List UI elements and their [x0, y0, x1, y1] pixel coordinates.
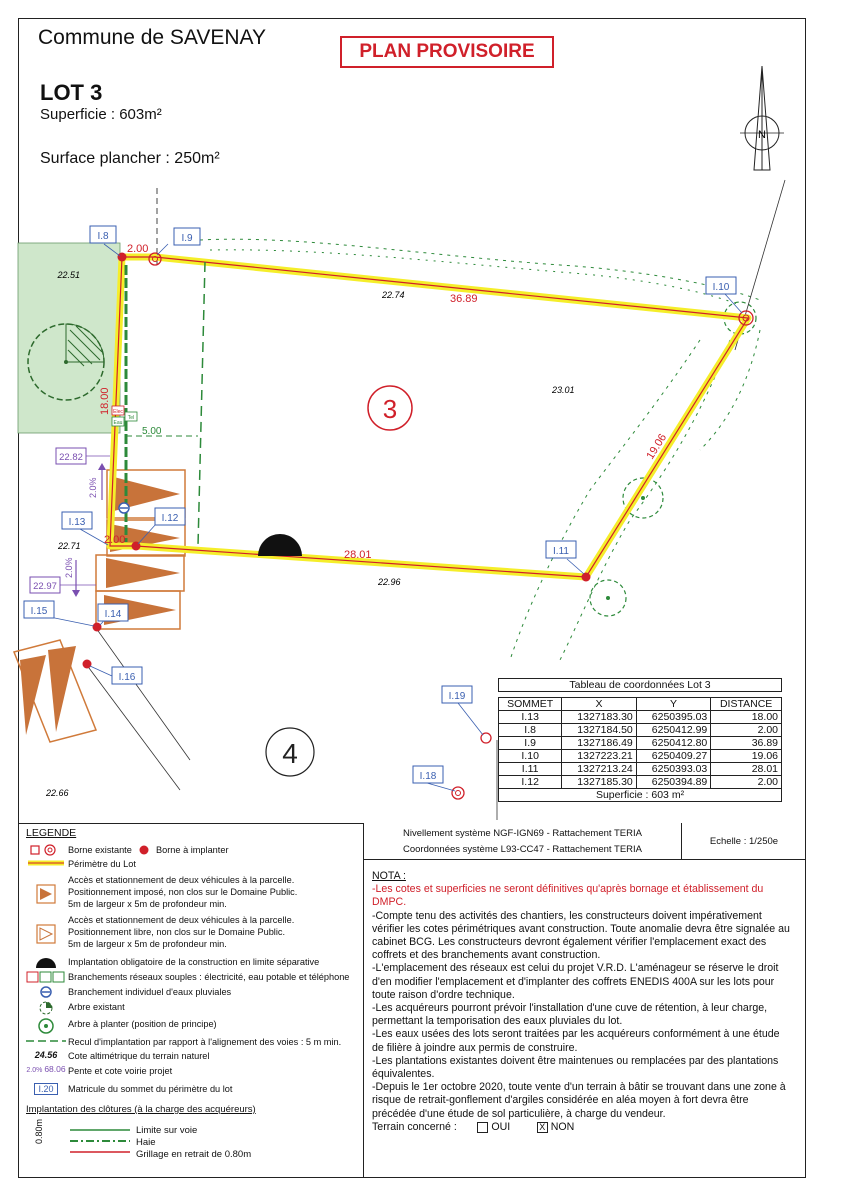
svg-text:I.14: I.14 [104, 609, 122, 620]
rainwater-connection-icon [119, 503, 129, 513]
vertex-label-i18 [413, 766, 455, 791]
table-header: Y [636, 698, 710, 711]
tree-to-plant-icon [590, 580, 626, 616]
north-label: N [758, 129, 766, 141]
elevation: 22.51 [57, 270, 80, 280]
vertex-label-i9 [157, 228, 200, 255]
road-elevation [30, 577, 96, 593]
nota-title: NOTA : [372, 870, 406, 882]
table-row: I.12 1327185.30 6250394.89 2.00 [499, 776, 782, 789]
new-marker-icon [582, 573, 591, 582]
nota [372, 870, 792, 1134]
elevation: 23.01 [552, 385, 575, 395]
nota-paragraph: -Les acquéreurs pourront prévoir l'installation d'une cuve de rétention, à leur charge, permettant la temporisation des eaux pluviales du lot. [372, 1002, 768, 1028]
svg-text:22.82: 22.82 [59, 452, 83, 463]
status-stamp: PLAN PROVISOIRE [340, 36, 554, 68]
legend [18, 823, 364, 1178]
nota-paragraph: -Compte tenu des activités des chantiers, les constructeurs doivent impérativement vérifier les cotes périmétriques avant construction. Toute anomalie devra être signalée au cabinet BCG. Les constructeurs devront également vérifier l'emplacement exact des coffrets et des branchements avant construction. [372, 909, 790, 962]
distance-top: 36.89 [450, 293, 478, 305]
table-row: I.10 1327223.21 6250409.27 19.06 [499, 750, 782, 763]
svg-text:Elec: Elec [113, 409, 123, 415]
commune-title: Commune de SAVENAY [38, 26, 266, 49]
floor-area: Surface plancher : 250m² [40, 150, 220, 167]
table-header: X [562, 698, 636, 711]
lot-perimeter [110, 257, 748, 577]
fence-label-haie: Haie [136, 1137, 156, 1148]
distance-right: 19.06 [644, 431, 670, 462]
legend-item: Accès et stationnement de deux véhicules à la parcelle. Positionnement imposé, non clos sur le Domaine Public. 5m de largeur x 5m de profondeur min. [24, 874, 297, 910]
distance-top-left: 2.00 [127, 243, 149, 255]
svg-text:I.15: I.15 [30, 606, 48, 617]
vegetation-right [510, 340, 700, 660]
access-parking-zone-lot4 [14, 640, 96, 742]
table-header: SOMMET [499, 698, 562, 711]
table-row: I.8 1327184.50 6250412.99 2.00 [499, 724, 782, 737]
nota-paragraph: -Depuis le 1er octobre 2020, toute vente d'un terrain à bâtir se trouvant dans une zone à risque de retrait-gonflement d'argiles considérée en aléa moyen à fort devra être précédée d'une étude de sol particulière, à charge du vendeur. [372, 1081, 786, 1120]
legend-item: Arbre existant [24, 1001, 125, 1015]
legend-item: Recul d'implantation par rapport à l'alignement des voies : 5 m min. [68, 1037, 342, 1047]
table-total: Superficie : 603 m² [499, 789, 782, 802]
new-marker-icon [83, 660, 92, 669]
lot-title: LOT 3 [40, 80, 103, 105]
nota-paragraph: -Les eaux usées des lots seront traitées par les acquéreurs conformément à une étude de filière à joindre aux permis de construire. [372, 1028, 780, 1054]
svg-text:Tel: Tel [127, 415, 135, 421]
slope-indicator [64, 557, 80, 597]
legend-item: I.20 Matricule du sommet du périmètre du lot [24, 1083, 232, 1095]
checkbox-oui [477, 1122, 488, 1133]
scale: Echelle : 1/250e [709, 835, 779, 847]
checkbox-non: X [537, 1122, 548, 1133]
svg-text:I.18: I.18 [419, 771, 437, 782]
svg-text:I.11: I.11 [553, 546, 569, 557]
recul-distance: 5.00 [142, 426, 162, 437]
vertex-label-i16 [90, 666, 142, 684]
lot-area: Superficie : 603m² [40, 106, 162, 123]
svg-text:I.19: I.19 [448, 691, 466, 702]
svg-text:Eau: Eau [113, 420, 123, 426]
svg-text:I.16: I.16 [118, 672, 136, 683]
road-elevation [56, 448, 110, 464]
svg-text:2.0%: 2.0% [64, 557, 74, 578]
legend-item: 2.0% 68.06 Pente et cote voirie projet [26, 1064, 173, 1076]
nivellement-system: Nivellement système NGF-IGN69 - Rattachement TERIA [403, 828, 642, 839]
table-row: I.11 1327213.24 6250393.03 28.01 [499, 763, 782, 776]
new-marker-icon [93, 623, 102, 632]
table-header-row [499, 698, 782, 711]
table-row: I.13 1327183.30 6250395.03 18.00 [499, 711, 782, 724]
new-marker-icon [118, 253, 127, 262]
legend-item: 24.56 Cote altimétrique du terrain naturel [34, 1050, 210, 1061]
existing-marker-icon [452, 787, 464, 799]
fence-label-grillage: Grillage en retrait de 0.80m [136, 1149, 252, 1160]
svg-text:2.0%: 2.0% [88, 477, 98, 498]
coordinate-system: Coordonnées système L93-CC47 - Rattachement TERIA [402, 844, 643, 855]
svg-text:I.12: I.12 [161, 513, 179, 524]
legend-item: Accès et stationnement de deux véhicules à la parcelle. Positionnement libre, non clos sur le Domaine Public. 5m de largeur x 5m de profondeur min. [24, 914, 294, 950]
vertex-label-i15 [24, 601, 94, 626]
vertex-label-i19 [442, 686, 483, 735]
fence-height: 0.80m [34, 1118, 44, 1144]
table-row: I.9 1327186.49 6250412.80 36.89 [499, 737, 782, 750]
vertex-label-i11 [546, 541, 584, 574]
mandatory-implantation-marker [258, 534, 302, 556]
svg-text:I.10: I.10 [712, 282, 730, 293]
legend-item: Implantation obligatoire de la construction en limite séparative [24, 956, 319, 968]
lot-number-3 [368, 386, 412, 430]
svg-text:3: 3 [382, 394, 398, 424]
elevation: 22.96 [378, 577, 401, 587]
fence-label-voie: Limite sur voie [136, 1125, 198, 1136]
legend-title: LEGENDE [26, 827, 77, 839]
elevation: 22.71 [58, 541, 81, 551]
legend-item: Branchement individuel d'eaux pluviales [24, 986, 231, 998]
distance-left: 18.00 [99, 387, 111, 415]
vertex-label-i10 [706, 277, 742, 313]
svg-text:22.97: 22.97 [33, 581, 57, 592]
recul-line [198, 262, 205, 546]
table-header: DISTANCE [711, 698, 782, 711]
fence-legend [70, 1124, 130, 1160]
coordinates-table [498, 678, 782, 802]
fences-title: Implantation des clôtures (à la charge des acquéreurs) [26, 1104, 256, 1115]
legend-item: Borne existante Borne à implanter [24, 844, 229, 858]
lot-number-4 [266, 728, 314, 776]
elevation: 22.74 [382, 290, 405, 300]
legend-item: Périmètre du Lot [68, 859, 136, 869]
info-box [364, 823, 806, 860]
table-title: Tableau de coordonnées Lot 3 [499, 679, 782, 692]
north-arrow-icon [740, 66, 784, 170]
svg-text:4: 4 [282, 738, 298, 769]
nota-paragraph: -Les cotes et superficies ne seront définitives qu'après bornage et établissement du DMPC. [372, 883, 764, 909]
legend-item: Arbre à planter (position de principe) [24, 1018, 217, 1034]
distance-bottom: 28.01 [344, 549, 372, 561]
elevation: 22.66 [46, 788, 69, 798]
svg-text:I.13: I.13 [68, 517, 86, 528]
slope-indicator [88, 463, 106, 500]
distance-bottom-left: 2.00 [104, 534, 126, 546]
svg-text:I.9: I.9 [181, 233, 193, 244]
legend-item: Branchements réseaux souples : électricité, eau potable et téléphone [24, 971, 349, 983]
terrain-concerne: Terrain concerné : OUI X NON [372, 1120, 575, 1133]
nota-paragraph: -L'emplacement des réseaux est celui du projet V.R.D. L'aménageur se réserve le droit d'en modifier l'emplacement et d'implanter des coffrets ENEDIS 400A sur les lots pour toute raison d'ordre technique. [372, 962, 779, 1001]
nota-paragraph: -Les plantations existantes doivent être maintenues ou remplacées par des plantations équivalentes. [372, 1054, 779, 1081]
svg-text:I.8: I.8 [97, 231, 109, 242]
